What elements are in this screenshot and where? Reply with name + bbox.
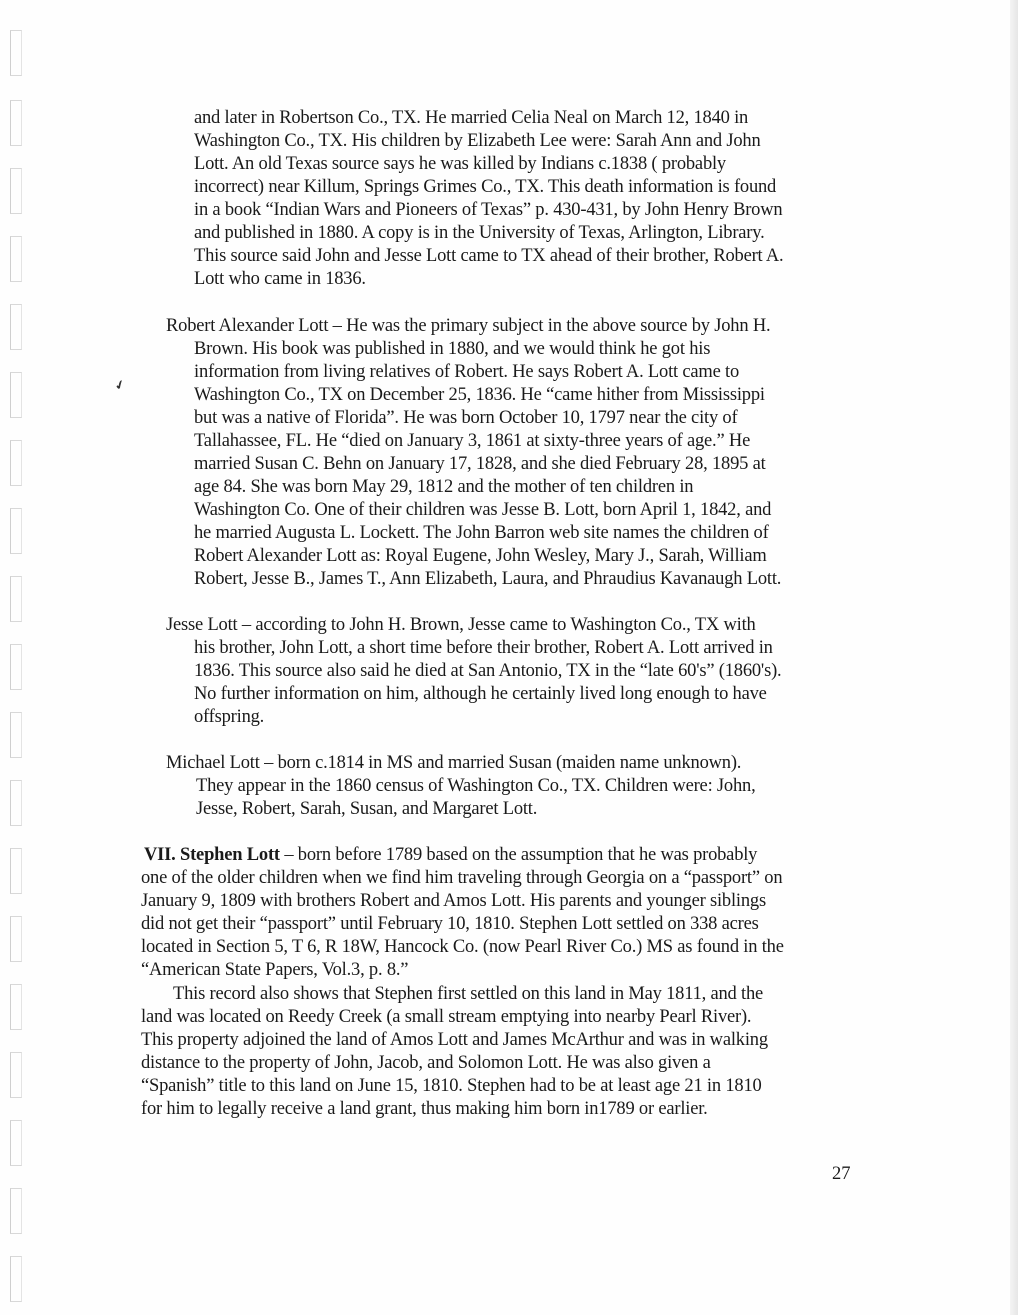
paragraph-line: Washington Co., TX. His children by Elizabeth Lee were: Sarah Ann and John (194, 131, 761, 151)
binder-hole (10, 168, 22, 214)
paragraph-line: Robert, Jesse B., James T., Ann Elizabeth, Laura, and Phraudius Kavanaugh Lott. (194, 569, 782, 589)
paragraph-line: They appear in the 1860 census of Washington Co., TX. Children were: John, (196, 776, 756, 796)
paragraph-line: age 84. She was born May 29, 1812 and the mother of ten children in (194, 477, 694, 497)
binder-hole (10, 372, 22, 418)
binder-marks (6, 30, 32, 1300)
binder-hole (10, 644, 22, 690)
section-heading-line (144, 844, 757, 867)
binder-hole (10, 916, 22, 962)
binder-hole (10, 236, 22, 282)
paragraph-line: 1836. This source also said he died at San Antonio, TX in the “late 60's” (1860's). (194, 661, 782, 681)
paragraph-line: one of the older children when we find him traveling through Georgia on a “passport” on (141, 868, 783, 888)
page-number: 27 (832, 1164, 851, 1184)
binder-hole (10, 508, 22, 554)
paragraph-line: This property adjoined the land of Amos Lott and James McArthur and was in walking (141, 1030, 768, 1050)
binder-hole (10, 1188, 22, 1234)
binder-hole (10, 712, 22, 758)
paragraph-line: Washington Co., TX on December 25, 1836. He “came hither from Mississippi (194, 385, 765, 405)
paragraph-line: and later in Robertson Co., TX. He married Celia Neal on March 12, 1840 in (194, 108, 749, 128)
binder-hole (10, 848, 22, 894)
paragraph-line: his brother, John Lott, a short time before their brother, Robert A. Lott arrived in (194, 638, 773, 658)
binder-hole (10, 1256, 22, 1302)
paragraph-line: Lott. An old Texas source says he was killed by Indians c.1838 ( probably (194, 154, 726, 174)
binder-hole (10, 304, 22, 350)
paragraph-line: Jesse, Robert, Sarah, Susan, and Margaret Lott. (196, 799, 538, 819)
margin-check-mark: ✔ (112, 376, 128, 394)
section-heading: VII. Stephen Lott (144, 845, 280, 865)
paragraph-line: land was located on Reedy Creek (a small stream emptying into nearby Pearl River). (141, 1007, 752, 1027)
binder-hole (10, 984, 22, 1030)
paragraph-line: “Spanish” title to this land on June 15, 1810. Stephen had to be at least age 21 in 1810 (141, 1076, 762, 1096)
paragraph-line: No further information on him, although he certainly lived long enough to have (194, 684, 767, 704)
paragraph-line: married Susan C. Behn on January 17, 1828, and she died February 28, 1895 at (194, 454, 766, 474)
paragraph-line: but was a native of Florida”. He was born October 10, 1797 near the city of (194, 408, 738, 428)
binder-hole (10, 1052, 22, 1098)
paragraph-line: offspring. (194, 707, 265, 727)
paragraph-line: in a book “Indian Wars and Pioneers of Texas” p. 430-431, by John Henry Brown (194, 200, 783, 220)
paragraph-line: Tallahassee, FL. He “died on January 3, 1861 at sixty-three years of age.” He (194, 431, 751, 451)
paragraph-line: located in Section 5, T 6, R 18W, Hancock Co. (now Pearl River Co.) MS as found in the (141, 937, 784, 957)
paragraph-line: Robert Alexander Lott – He was the primary subject in the above source by John H. (166, 316, 771, 336)
binder-hole (10, 30, 22, 76)
paragraph-line: January 9, 1809 with brothers Robert and Amos Lott. His parents and younger siblings (141, 891, 766, 911)
heading-line-text: – born before 1789 based on the assumption that he was probably (279, 845, 758, 865)
paragraph-line: “American State Papers, Vol.3, p. 8.” (141, 960, 409, 980)
binder-hole (10, 1120, 22, 1166)
binder-hole (10, 100, 22, 146)
binder-hole (10, 780, 22, 826)
paragraph-line: for him to legally receive a land grant, thus making him born in1789 or earlier. (141, 1099, 708, 1119)
paragraph-line: Brown. His book was published in 1880, and we would think he got his (194, 339, 711, 359)
paragraph-line: he married Augusta L. Lockett. The John Barron web site names the children of (194, 523, 769, 543)
paragraph-line: Lott who came in 1836. (194, 269, 366, 289)
page-edge-shadow (1010, 0, 1018, 1315)
paragraph-line: This source said John and Jesse Lott came to TX ahead of their brother, Robert A. (194, 246, 784, 266)
paragraph-line: Michael Lott – born c.1814 in MS and married Susan (maiden name unknown). (166, 753, 742, 773)
binder-hole (10, 576, 22, 622)
paragraph-line: incorrect) near Killum, Springs Grimes Co., TX. This death information is found (194, 177, 777, 197)
paragraph-line: did not get their “passport” until February 10, 1810. Stephen Lott settled on 338 acres (141, 914, 759, 934)
paragraph-line: Washington Co. One of their children was Jesse B. Lott, born April 1, 1842, and (194, 500, 772, 520)
binder-hole (10, 440, 22, 486)
paragraph-line: information from living relatives of Robert. He says Robert A. Lott came to (194, 362, 740, 382)
paragraph-line: This record also shows that Stephen first settled on this land in May 1811, and the (173, 984, 764, 1004)
paragraph-line: Robert Alexander Lott as: Royal Eugene, John Wesley, Mary J., Sarah, William (194, 546, 767, 566)
paragraph-line: distance to the property of John, Jacob, and Solomon Lott. He was also given a (141, 1053, 711, 1073)
paragraph-line: Jesse Lott – according to John H. Brown, Jesse came to Washington Co., TX with (166, 615, 756, 635)
paragraph-line: and published in 1880. A copy is in the University of Texas, Arlington, Library. (194, 223, 765, 243)
